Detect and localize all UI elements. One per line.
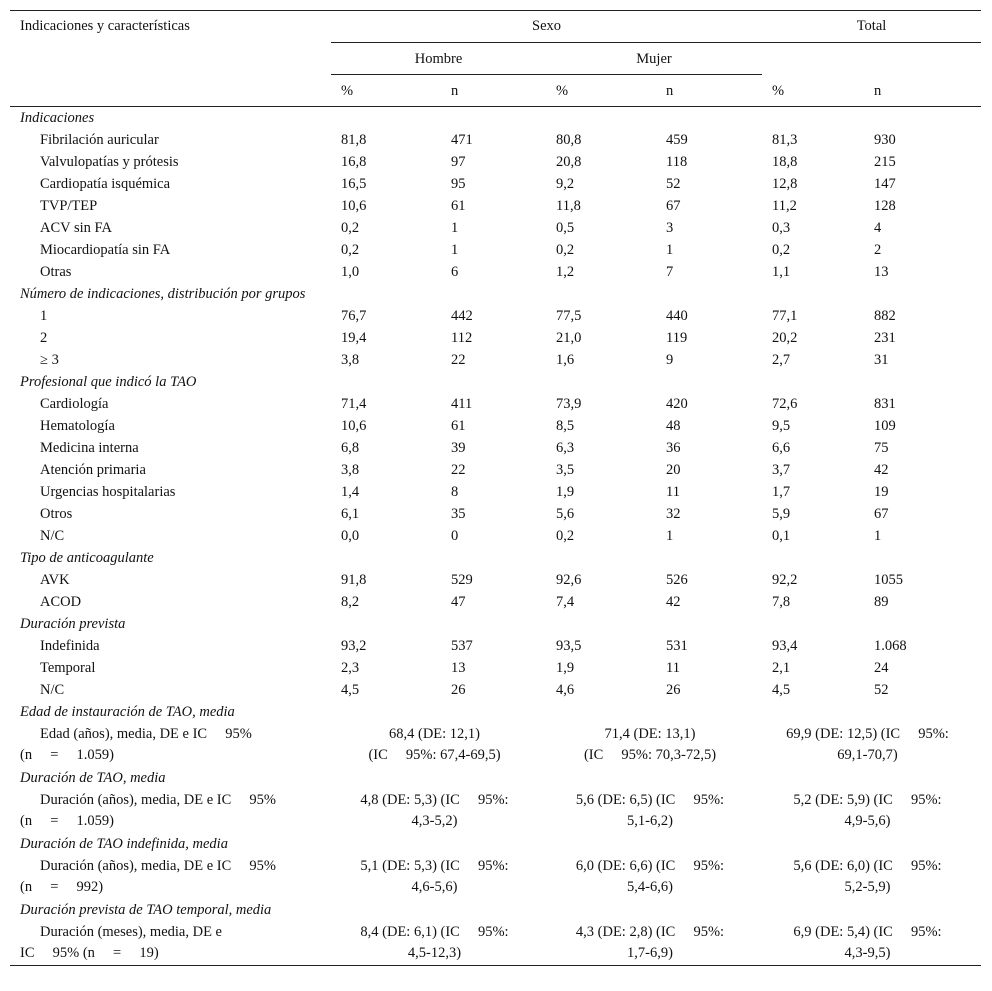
cell-value: 2,7 [772,351,791,368]
cell-value: 215 [874,153,896,170]
stat-total [762,921,981,966]
table-row [10,261,981,283]
table-row [10,481,981,503]
row-label: Urgencias hospitalarias [40,483,176,500]
cell-value: 109 [874,417,896,434]
cell-value: 13 [874,263,889,280]
cell-value: 6,8 [341,439,360,456]
cell-value: 16,8 [341,153,367,170]
cell-value: 67 [666,197,681,214]
cell-value: 118 [666,153,688,170]
table-row [10,327,981,349]
cell-value: 831 [874,395,896,412]
stat-mujer-line2: 5,4-6,6) [627,878,673,895]
cell-value: 42 [874,461,889,478]
table-body [10,107,981,966]
cell-value: 39 [451,439,466,456]
cell-value: 20,2 [772,329,798,346]
cell-value: 48 [666,417,681,434]
cell-value: 1,6 [556,351,575,368]
row-label: Otras [40,263,72,280]
table-row [10,239,981,261]
row-label: TVP/TEP [40,197,98,214]
cell-value: 73,9 [556,395,582,412]
row-label: ACOD [40,593,82,610]
section-header [10,701,981,723]
cell-value: 75 [874,439,889,456]
header-total: Total [762,11,981,43]
cell-value: 6,1 [341,505,360,522]
cell-value: 531 [666,637,688,654]
cell-value: 7 [666,263,674,280]
cell-value: 459 [666,131,688,148]
cell-value: 77,1 [772,307,798,324]
cell-value: 0 [451,527,459,544]
cell-value: 4,5 [341,681,360,698]
cell-value: 1 [451,219,459,236]
cell-value: 36 [666,439,681,456]
stat-label-line1: Edad (años), media, DE e IC 95% [40,725,252,742]
indications-table [10,10,981,966]
stat-hombre-line1: 5,1 (DE: 5,3) (IC 95%: [360,857,509,874]
stat-total-line1: 69,9 (DE: 12,5) (IC 95%: [786,725,949,742]
cell-value: 26 [451,681,466,698]
cell-value: 3,5 [556,461,575,478]
cell-value: 92,6 [556,571,582,588]
cell-value: 97 [451,153,466,170]
section-title: Tipo de anticoagulante [20,549,154,566]
cell-value: 1,9 [556,659,575,676]
cell-value: 4,6 [556,681,575,698]
cell-value: 76,7 [341,307,367,324]
cell-value: 31 [874,351,889,368]
stat-row [10,921,981,966]
row-label: Hematología [40,417,115,434]
header-n-total: n [874,82,882,99]
cell-value: 42 [666,593,681,610]
cell-value: 11 [666,483,680,500]
table-row [10,393,981,415]
table-row [10,151,981,173]
stat-total-line2: 4,9-5,6) [844,812,891,829]
table-row [10,129,981,151]
stat-hombre-line2: (IC 95%: 67,4-69,5) [368,746,501,763]
header-pct-total: % [772,82,785,99]
cell-value: 61 [451,197,466,214]
cell-value: 92,2 [772,571,798,588]
cell-value: 0,2 [556,241,575,258]
stat-label-line1: Duración (años), media, DE e IC 95% [40,791,276,808]
cell-value: 20,8 [556,153,582,170]
stat-label [10,723,331,767]
cell-value: 0,2 [556,527,575,544]
cell-value: 80,8 [556,131,582,148]
cell-value: 7,4 [556,593,575,610]
cell-value: 0,2 [341,241,360,258]
section-title: Profesional que indicó la TAO [20,373,197,390]
cell-value: 89 [874,593,889,610]
cell-value: 1,4 [341,483,360,500]
stat-total [762,723,981,767]
cell-value: 1 [666,241,674,258]
stat-total-line1: 5,6 (DE: 6,0) (IC 95%: [793,857,942,874]
header-row-1 [10,11,981,43]
cell-value: 12,8 [772,175,798,192]
header-hombre: Hombre [331,43,546,75]
cell-value: 1.068 [874,637,907,654]
cell-value: 52 [874,681,889,698]
row-label: Medicina interna [40,439,139,456]
cell-value: 20 [666,461,681,478]
stat-hombre-line1: 8,4 (DE: 6,1) (IC 95%: [360,923,509,940]
row-label: Valvulopatías y prótesis [40,153,179,170]
cell-value: 24 [874,659,889,676]
cell-value: 16,5 [341,175,367,192]
stat-label-line2: (n = 992) [20,878,104,895]
table-row [10,503,981,525]
table-row [10,525,981,547]
section-title: Duración de TAO, media [20,769,166,786]
cell-value: 81,8 [341,131,367,148]
section-header [10,899,981,921]
stat-label [10,855,331,899]
cell-value: 67 [874,505,889,522]
table-row [10,437,981,459]
section-header [10,547,981,569]
section-title: Duración prevista de TAO temporal, media [20,901,272,918]
table-row [10,459,981,481]
row-label: ≥ 3 [40,351,59,368]
header-pct-mujer: % [556,83,569,99]
cell-value: 22 [451,351,466,368]
cell-value: 11 [666,659,680,676]
section-title: Número de indicaciones, distribución por grupos [20,285,306,302]
section-header [10,107,981,129]
stat-row [10,723,981,767]
row-label: ACV sin FA [40,219,112,236]
stat-hombre-line2: 4,5-12,3) [407,944,462,961]
stat-total [762,789,981,833]
stat-total-line1: 6,9 (DE: 5,4) (IC 95%: [793,923,942,940]
section-title: Duración de TAO indefinida, media [20,835,228,852]
cell-value: 1,2 [556,263,575,280]
stat-row [10,789,981,833]
stat-label-line2: IC 95% (n = 19) [20,944,159,961]
cell-value: 882 [874,307,896,324]
row-label: Cardiopatía isquémica [40,175,171,192]
row-label: Otros [40,505,73,522]
header-n-mujer: n [666,83,674,99]
cell-value: 1,1 [772,263,791,280]
stat-label-line1: Duración (años), media, DE e IC 95% [40,857,276,874]
cell-value: 93,4 [772,637,798,654]
stat-hombre-line2: 4,6-5,6) [411,878,458,895]
cell-value: 10,6 [341,417,367,434]
stat-label-line2: (n = 1.059) [20,812,114,829]
cell-value: 420 [666,395,688,412]
cell-value: 4,5 [772,681,791,698]
cell-value: 112 [451,329,473,346]
stat-hombre-line2: 4,3-5,2) [411,812,458,829]
cell-value: 0,5 [556,219,575,236]
row-label: Temporal [40,659,96,676]
table-row [10,569,981,591]
cell-value: 71,4 [341,395,367,412]
cell-value: 1 [451,241,459,258]
cell-value: 147 [874,175,896,192]
cell-value: 1,9 [556,483,575,500]
row-label: N/C [40,681,65,698]
stat-hombre [331,855,546,899]
row-label: 2 [40,329,48,346]
table-row [10,195,981,217]
stat-row [10,855,981,899]
stat-hombre [331,789,546,833]
stat-label [10,789,331,833]
cell-value: 529 [451,571,473,588]
stat-mujer-line1: 4,3 (DE: 2,8) (IC 95%: [575,923,725,940]
cell-value: 231 [874,329,896,346]
cell-value: 0,2 [341,219,360,236]
cell-value: 26 [666,681,681,698]
cell-value: 35 [451,505,466,522]
table-row [10,173,981,195]
row-label: Fibrilación auricular [40,131,159,148]
cell-value: 11,2 [772,197,797,214]
stat-mujer-line2: (IC 95%: 70,3-72,5) [583,746,717,763]
cell-value: 8 [451,483,459,500]
cell-value: 1,0 [341,263,360,280]
cell-value: 52 [666,175,681,192]
cell-value: 61 [451,417,466,434]
cell-value: 11,8 [556,197,581,214]
stat-hombre-line1: 68,4 (DE: 12,1) [388,725,480,742]
stat-mujer-line1: 6,0 (DE: 6,6) (IC 95%: [575,857,725,874]
stat-mujer-line2: 5,1-6,2) [627,812,673,829]
cell-value: 8,5 [556,417,575,434]
section-title: Duración prevista [20,615,126,632]
header-sexo: Sexo [331,11,762,43]
header-n-hombre: n [451,83,459,99]
cell-value: 0,3 [772,219,791,236]
stat-total-line2: 5,2-5,9) [844,878,891,895]
cell-value: 930 [874,131,896,148]
cell-value: 21,0 [556,329,582,346]
cell-value: 9,2 [556,175,575,192]
table-row [10,349,981,371]
cell-value: 13 [451,659,466,676]
cell-value: 95 [451,175,466,192]
cell-value: 5,6 [556,505,575,522]
stat-total-line1: 5,2 (DE: 5,9) (IC 95%: [793,791,942,808]
cell-value: 4 [874,219,882,236]
table-row [10,679,981,701]
table-row [10,415,981,437]
cell-value: 440 [666,307,688,324]
stat-total-line2: 4,3-9,5) [844,944,891,961]
cell-value: 9 [666,351,674,368]
data-table-container [10,10,981,966]
cell-value: 22 [451,461,466,478]
cell-value: 93,5 [556,637,582,654]
table-row [10,591,981,613]
stat-label [10,921,331,966]
cell-value: 6,6 [772,439,791,456]
stat-mujer [546,921,762,966]
cell-value: 8,2 [341,593,360,610]
cell-value: 1,7 [772,483,791,500]
stat-hombre-line1: 4,8 (DE: 5,3) (IC 95%: [360,791,509,808]
stat-mujer-line1: 71,4 (DE: 13,1) [604,725,696,742]
section-title: Edad de instauración de TAO, media [20,703,235,720]
cell-value: 411 [451,395,473,412]
row-label: AVK [40,571,70,588]
cell-value: 6,3 [556,439,575,456]
cell-value: 77,5 [556,307,582,324]
cell-value: 2 [874,241,882,258]
stat-mujer-line1: 5,6 (DE: 6,5) (IC 95%: [575,791,725,808]
cell-value: 0,1 [772,527,791,544]
cell-value: 32 [666,505,681,522]
table-row [10,635,981,657]
cell-value: 537 [451,637,473,654]
cell-value: 3,8 [341,351,360,368]
cell-value: 0,0 [341,527,360,544]
section-header [10,371,981,393]
cell-value: 18,8 [772,153,798,170]
cell-value: 471 [451,131,473,148]
row-label: Cardiología [40,395,109,412]
cell-value: 5,9 [772,505,791,522]
stat-mujer [546,855,762,899]
cell-value: 1055 [874,571,903,588]
cell-value: 128 [874,197,896,214]
cell-value: 91,8 [341,571,367,588]
cell-value: 2,1 [772,659,791,676]
cell-value: 2,3 [341,659,360,676]
stat-total-line2: 69,1-70,7) [837,746,898,763]
cell-value: 47 [451,593,466,610]
cell-value: 3,7 [772,461,791,478]
cell-value: 19,4 [341,329,367,346]
row-label: N/C [40,527,65,544]
table-row [10,305,981,327]
stat-mujer-line2: 1,7-6,9) [627,944,673,961]
section-header [10,283,981,305]
header-row-2 [10,43,981,75]
header-pct-hombre: % [341,83,354,99]
cell-value: 0,2 [772,241,791,258]
cell-value: 10,6 [341,197,367,214]
cell-value: 1 [666,527,674,544]
row-label: Indefinida [40,637,100,654]
cell-value: 72,6 [772,395,798,412]
table-row [10,217,981,239]
row-label: 1 [40,307,48,324]
row-label: Miocardiopatía sin FA [40,241,171,258]
cell-value: 1 [874,527,882,544]
cell-value: 6 [451,263,459,280]
cell-value: 19 [874,483,889,500]
cell-value: 7,8 [772,593,791,610]
stat-label-line2: (n = 1.059) [20,746,114,763]
cell-value: 119 [666,329,688,346]
stat-hombre [331,921,546,966]
stat-label-line1: Duración (meses), media, DE e [40,923,222,940]
cell-value: 9,5 [772,417,791,434]
header-row-3 [10,75,981,107]
cell-value: 3 [666,219,674,236]
row-label: Atención primaria [40,461,146,478]
section-header [10,833,981,855]
section-title: Indicaciones [20,110,95,126]
header-mujer: Mujer [546,43,762,75]
stat-total [762,855,981,899]
stat-hombre [331,723,546,767]
stat-mujer [546,789,762,833]
cell-value: 526 [666,571,688,588]
header-characteristics: Indicaciones y características [20,18,190,34]
cell-value: 81,3 [772,131,798,148]
cell-value: 3,8 [341,461,360,478]
table-row [10,657,981,679]
section-header [10,767,981,789]
section-header [10,613,981,635]
cell-value: 442 [451,307,473,324]
cell-value: 93,2 [341,637,367,654]
stat-mujer [546,723,762,767]
